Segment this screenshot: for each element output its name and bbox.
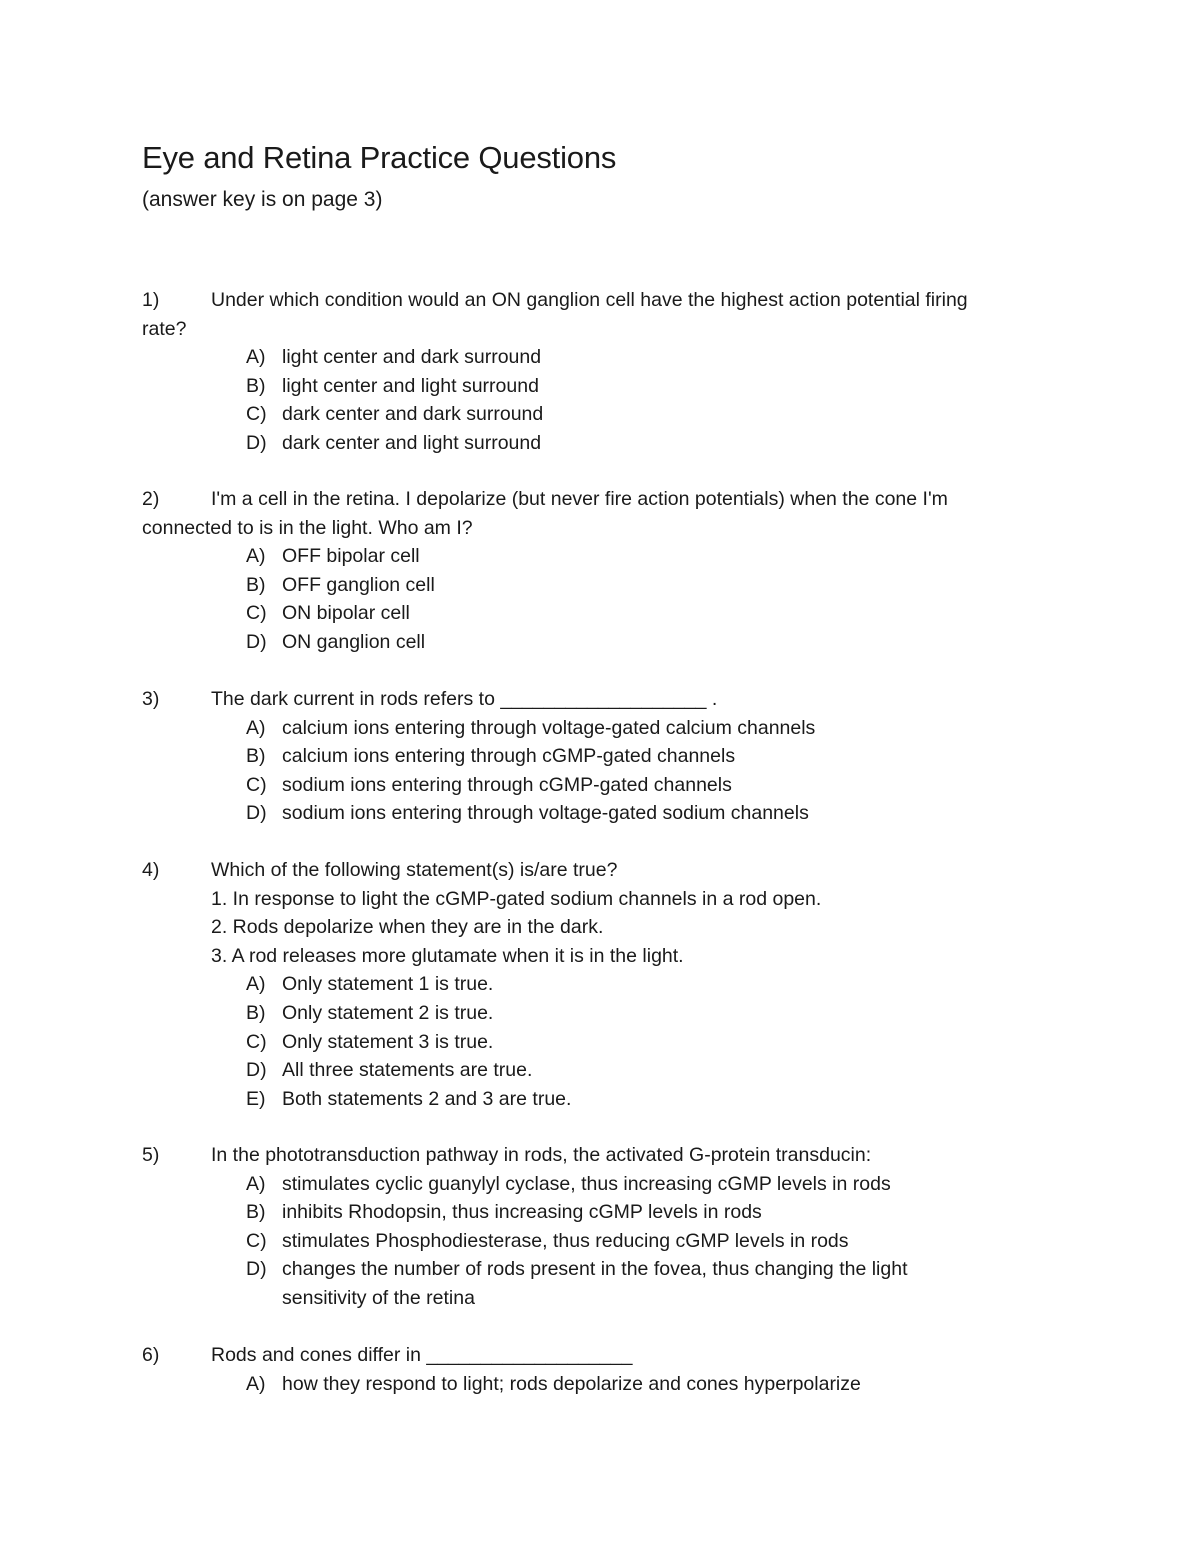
option-letter: A) bbox=[246, 1372, 266, 1395]
option-letter: A) bbox=[246, 545, 266, 568]
option-text: ON bipolar cell bbox=[282, 602, 410, 625]
option-letter: B) bbox=[246, 745, 266, 768]
answer-option bbox=[142, 714, 1062, 743]
question-number: 1) bbox=[142, 289, 160, 311]
answer-option bbox=[142, 571, 1062, 600]
answer-option bbox=[142, 542, 1062, 571]
question-4 bbox=[142, 856, 1062, 1113]
question-stem bbox=[142, 1141, 1062, 1170]
option-text: changes the number of rods present in the fovea, thus changing the light sensitivity of the retina bbox=[282, 1258, 908, 1309]
answer-option bbox=[142, 1056, 1062, 1085]
answer-options bbox=[142, 970, 1062, 1113]
answer-option bbox=[142, 1255, 972, 1312]
question-5 bbox=[142, 1141, 1062, 1313]
option-text: stimulates cyclic guanylyl cyclase, thus increasing cGMP levels in rods bbox=[282, 1172, 891, 1195]
option-letter: D) bbox=[246, 1059, 267, 1082]
option-text: calcium ions entering through voltage-gated calcium channels bbox=[282, 716, 816, 739]
question-text-line: Under which condition would an ON ganglion cell have the highest action potential firing bbox=[211, 289, 968, 311]
option-letter: E) bbox=[246, 1087, 266, 1110]
answer-option bbox=[142, 1085, 1062, 1114]
option-letter: D) bbox=[246, 1258, 267, 1281]
question-text-line: connected to is in the light. Who am I? bbox=[142, 516, 473, 539]
option-letter: B) bbox=[246, 1001, 266, 1024]
answer-option bbox=[142, 599, 1062, 628]
option-text: sodium ions entering through cGMP-gated channels bbox=[282, 773, 732, 796]
option-letter: B) bbox=[246, 374, 266, 397]
statement: 2. Rods depolarize when they are in the dark. bbox=[211, 916, 604, 939]
question-stem bbox=[142, 286, 1062, 315]
answer-options bbox=[142, 714, 1062, 828]
question-number: 4) bbox=[142, 859, 160, 881]
option-letter: D) bbox=[246, 630, 267, 653]
answer-option bbox=[142, 999, 1062, 1028]
option-text: ON ganglion cell bbox=[282, 630, 426, 653]
question-1 bbox=[142, 286, 1062, 458]
answer-options bbox=[142, 542, 1062, 656]
statement: 3. A rod releases more glutamate when it is in the light. bbox=[211, 944, 684, 967]
answer-option bbox=[142, 1028, 1062, 1057]
question-number: 5) bbox=[142, 1144, 160, 1166]
option-letter: D) bbox=[246, 431, 267, 454]
answer-options bbox=[142, 1170, 1062, 1313]
option-letter: C) bbox=[246, 773, 267, 796]
option-text: OFF ganglion cell bbox=[282, 573, 435, 596]
option-letter: A) bbox=[246, 973, 266, 996]
option-text: All three statements are true. bbox=[282, 1059, 533, 1082]
question-stem bbox=[142, 685, 1062, 714]
option-text: light center and light surround bbox=[282, 374, 539, 397]
answer-option bbox=[142, 799, 1062, 828]
option-letter: A) bbox=[246, 716, 266, 739]
question-number: 2) bbox=[142, 488, 160, 510]
option-text: Both statements 2 and 3 are true. bbox=[282, 1087, 572, 1110]
question-text-line: Which of the following statement(s) is/are true? bbox=[211, 859, 618, 881]
question-stem bbox=[142, 485, 1062, 514]
question-text-line: rate? bbox=[142, 317, 187, 340]
question-stem bbox=[142, 1341, 1062, 1370]
answer-option bbox=[142, 343, 1062, 372]
question-text-line: In the phototransduction pathway in rods, the activated G-protein transducin: bbox=[211, 1144, 872, 1166]
option-text: light center and dark surround bbox=[282, 346, 542, 369]
answer-option bbox=[142, 628, 1062, 657]
option-letter: B) bbox=[246, 573, 266, 596]
option-letter: C) bbox=[246, 403, 267, 426]
answer-option bbox=[142, 372, 1062, 401]
statement: 1. In response to light the cGMP-gated sodium channels in a rod open. bbox=[211, 887, 822, 910]
answer-option bbox=[142, 429, 1062, 458]
option-text: calcium ions entering through cGMP-gated channels bbox=[282, 745, 736, 768]
option-text: inhibits Rhodopsin, thus increasing cGMP levels in rods bbox=[282, 1201, 762, 1224]
answer-option bbox=[142, 1170, 1062, 1199]
option-text: Only statement 3 is true. bbox=[282, 1030, 494, 1053]
question-number: 3) bbox=[142, 688, 160, 710]
option-text: Only statement 2 is true. bbox=[282, 1001, 494, 1024]
page-title: Eye and Retina Practice Questions bbox=[142, 140, 617, 175]
answer-option bbox=[142, 1198, 1062, 1227]
question-stem bbox=[142, 856, 1062, 885]
answer-option bbox=[142, 1227, 1062, 1256]
option-text: stimulates Phosphodiesterase, thus reducing cGMP levels in rods bbox=[282, 1229, 849, 1252]
option-text: dark center and light surround bbox=[282, 431, 542, 454]
option-text: dark center and dark surround bbox=[282, 403, 544, 426]
question-2 bbox=[142, 485, 1062, 657]
option-text: how they respond to light; rods depolarize and cones hyperpolarize bbox=[282, 1372, 861, 1395]
question-text-line: Rods and cones differ in ___________________ bbox=[211, 1344, 633, 1366]
answer-option bbox=[142, 970, 1062, 999]
option-letter: D) bbox=[246, 802, 267, 825]
page-subtitle: (answer key is on page 3) bbox=[142, 188, 383, 211]
option-letter: C) bbox=[246, 1229, 267, 1252]
answer-option bbox=[142, 771, 1062, 800]
option-letter: C) bbox=[246, 1030, 267, 1053]
question-text-line: The dark current in rods refers to ___________________ . bbox=[211, 688, 718, 710]
answer-options bbox=[142, 343, 1062, 457]
option-letter: A) bbox=[246, 346, 266, 369]
question-text-line: I'm a cell in the retina. I depolarize (but never fire action potentials) when the cone I'm bbox=[211, 488, 948, 510]
answer-options bbox=[142, 1370, 1062, 1399]
option-letter: A) bbox=[246, 1172, 266, 1195]
answer-option bbox=[142, 742, 1062, 771]
question-3 bbox=[142, 685, 1062, 828]
answer-option bbox=[142, 1370, 1062, 1399]
option-text: OFF bipolar cell bbox=[282, 545, 420, 568]
answer-option bbox=[142, 400, 1062, 429]
option-letter: B) bbox=[246, 1201, 266, 1224]
option-text: Only statement 1 is true. bbox=[282, 973, 494, 996]
question-number: 6) bbox=[142, 1344, 160, 1366]
option-letter: C) bbox=[246, 602, 267, 625]
option-text: sodium ions entering through voltage-gated sodium channels bbox=[282, 802, 809, 825]
question-6 bbox=[142, 1341, 1062, 1398]
